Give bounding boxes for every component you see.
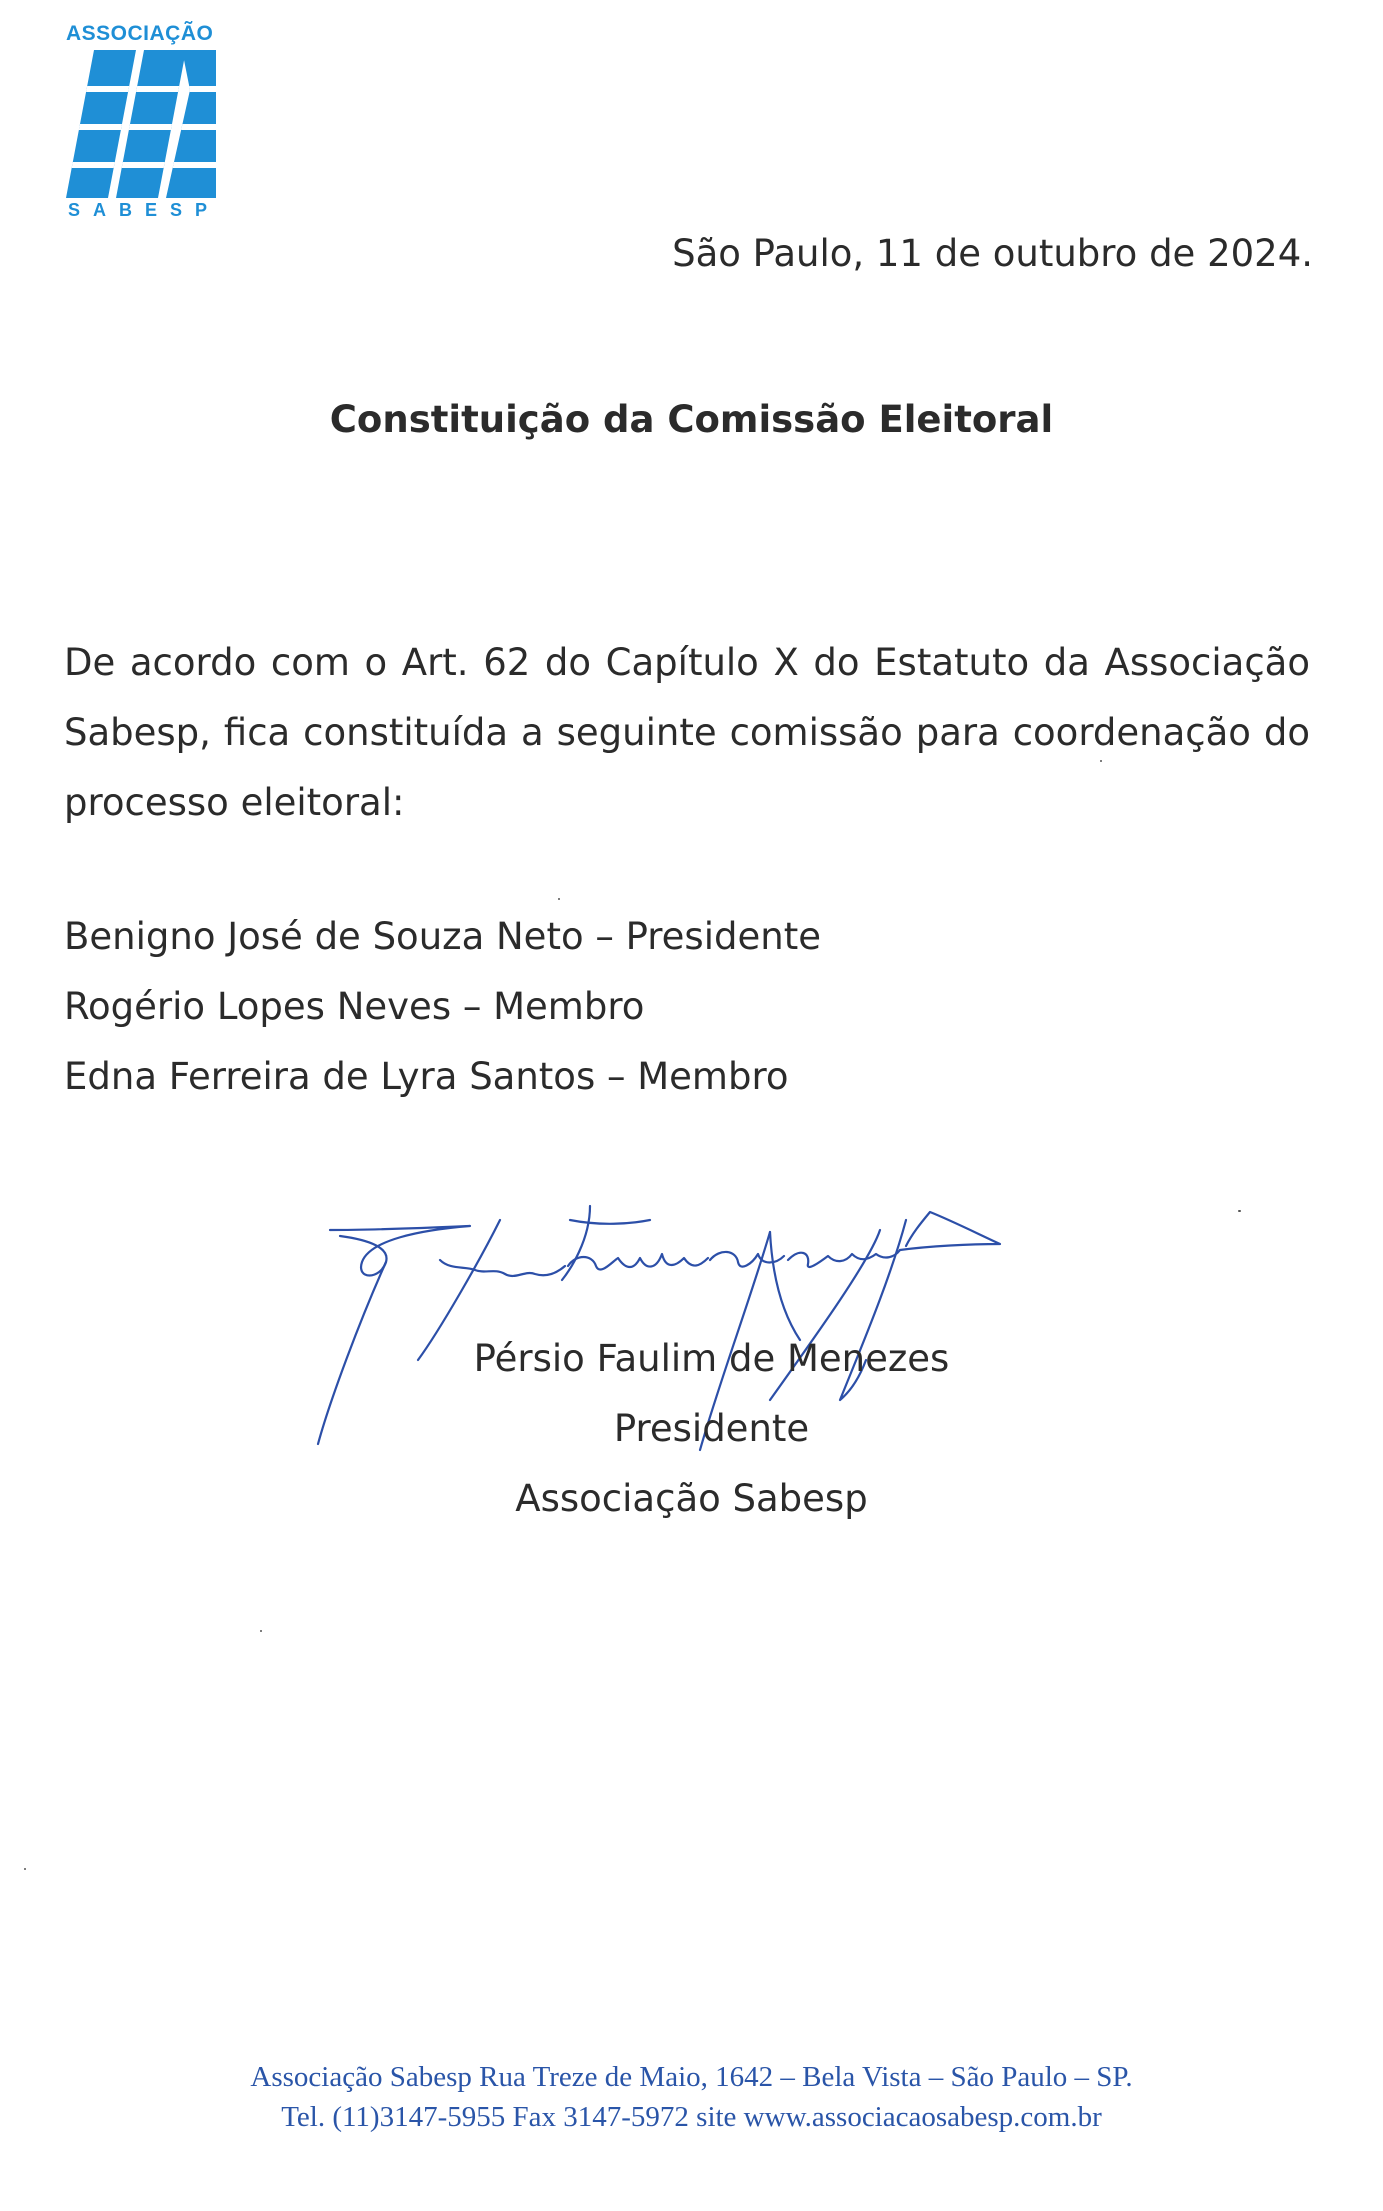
member-line: Benigno José de Souza Neto – Presidente <box>64 915 821 958</box>
scan-speck <box>260 1630 262 1632</box>
scan-speck <box>1238 1210 1241 1212</box>
scan-speck <box>24 1868 26 1870</box>
footer-address: Associação Sabesp Rua Treze de Maio, 1642 – Bela Vista – São Paulo – SP. <box>250 2061 1133 2093</box>
logo-bottom-text: SABESP <box>68 200 221 220</box>
signer-name: Pérsio Faulim de Menezes <box>473 1337 950 1380</box>
body-paragraph: De acordo com o Art. 62 do Capítulo X do Estatuto da Associação Sabesp, fica constituída a seguinte comissão para coordenação do processo eleitoral: <box>64 641 1310 824</box>
footer-contact: Tel. (11)3147-5955 Fax 3147-5972 site www.associacaosabesp.com.br <box>281 2101 1102 2133</box>
committee-members-list <box>64 902 821 1112</box>
logo-top-text: ASSOCIAÇÃO <box>66 22 214 45</box>
document-title: Constituição da Comissão Eleitoral <box>329 398 1054 441</box>
signer-block <box>0 1324 1383 1534</box>
member-line: Rogério Lopes Neves – Membro <box>64 985 645 1028</box>
letterhead-footer <box>0 2057 1383 2137</box>
scan-speck <box>1100 760 1102 762</box>
scan-speck <box>558 898 560 900</box>
signer-role: Presidente <box>613 1407 810 1450</box>
date-line: São Paulo, 11 de outubro de 2024. <box>672 232 1313 275</box>
signer-organization: Associação Sabesp <box>515 1477 868 1520</box>
association-logo <box>60 22 220 222</box>
member-line: Edna Ferreira de Lyra Santos – Membro <box>64 1055 789 1098</box>
logo-stripes-icon <box>66 50 216 200</box>
